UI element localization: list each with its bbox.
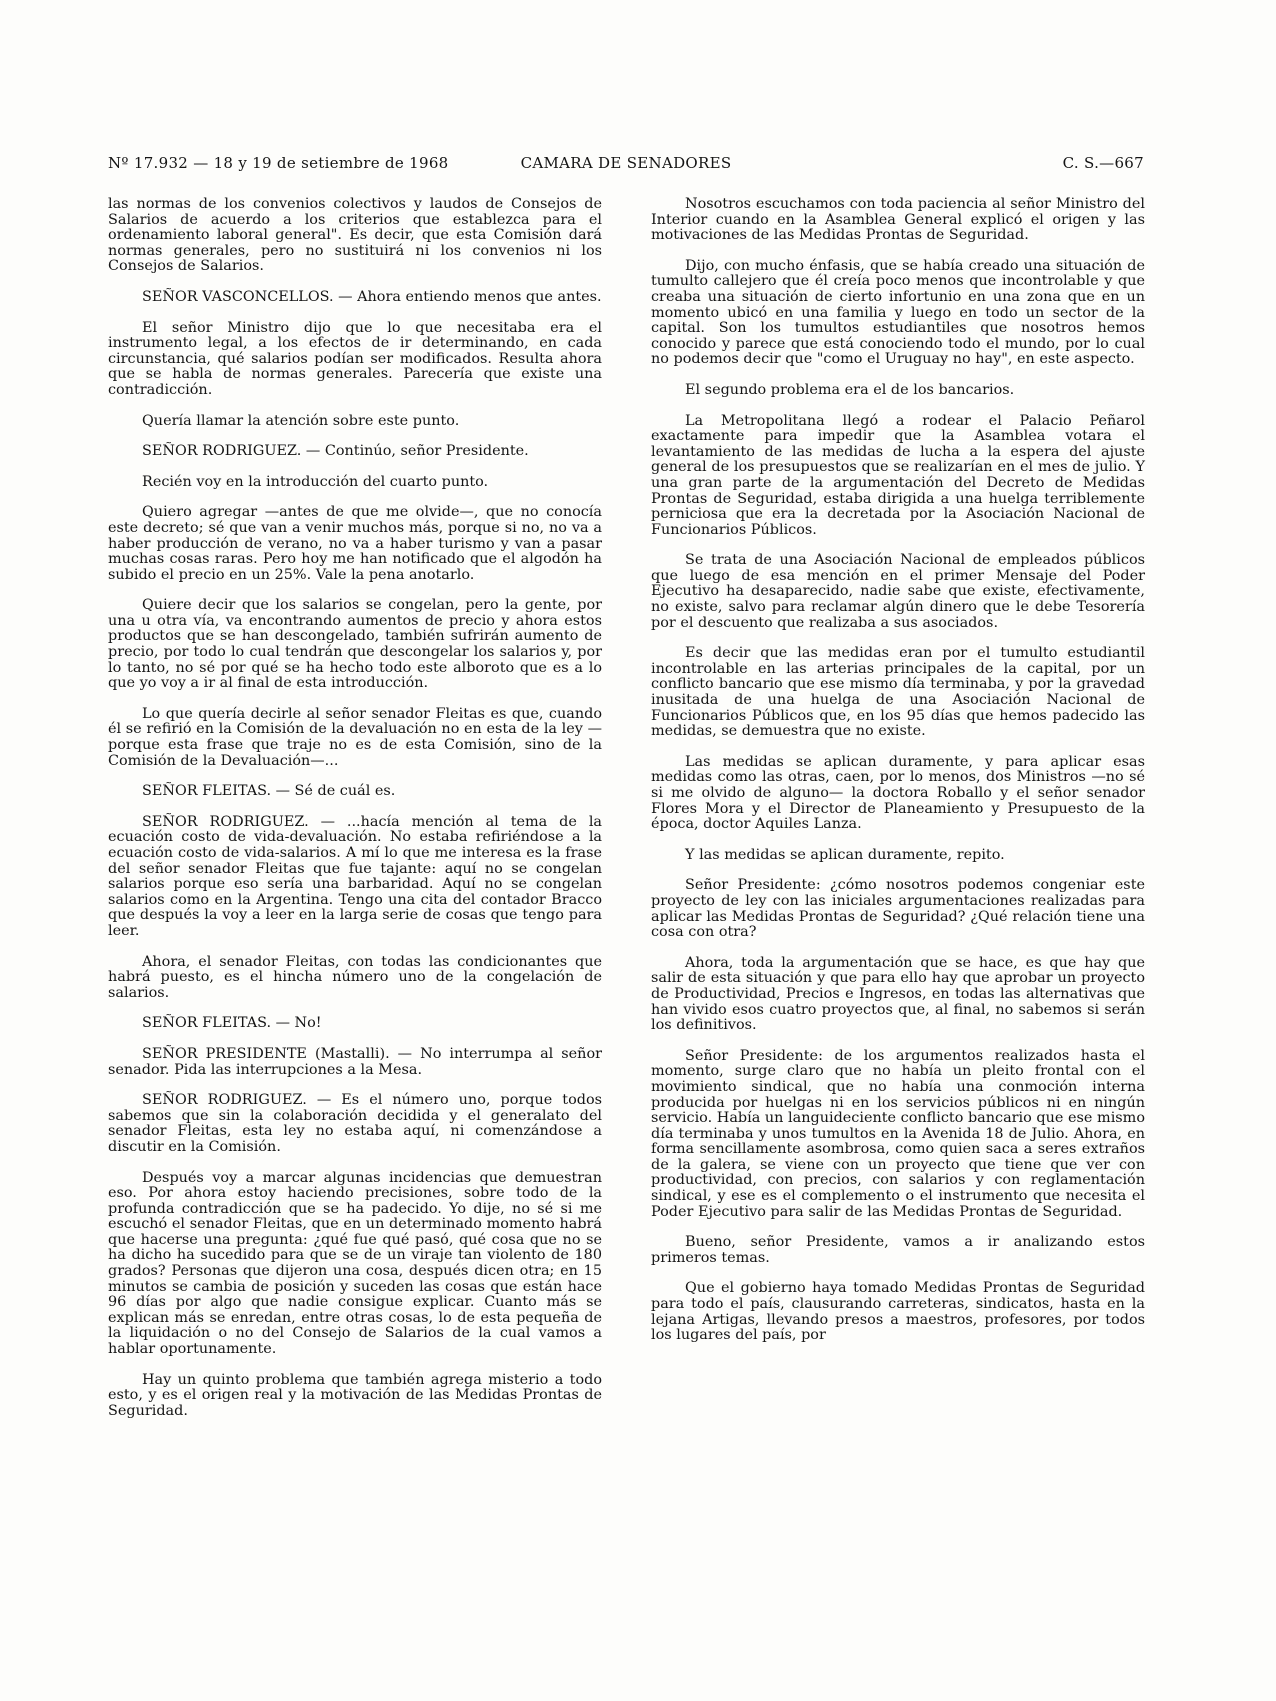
paragraph: Recién voy en la introducción del cuarto punto. <box>142 473 489 490</box>
paragraph: SEÑOR PRESIDENTE (Mastalli). — No interrumpa al señor senador. Pida las interrupciones a la Mesa. <box>108 1045 602 1078</box>
paragraph: Ahora, toda la argumentación que se hace, es que hay que salir de esta situación y que para ello hay que aprobar un proyecto de Productividad, Precios e Ingresos, en todas las alternativas que han vivido esos cuatro proyectos que, al final, no sabemos si serán los definitivos. <box>651 954 1145 1034</box>
paragraph: Es decir que las medidas eran por el tumulto estudiantil incontrolable en las arterias principales de la capital, por un conflicto bancario que ese mismo día terminaba, y por la gravedad inusitada de una huelga de una Asociación Nacional de Funcionarios Públicos que, en los 95 días que hemos padecido las medidas, se demuestra que no existe. <box>651 645 1145 740</box>
issue-date: Nº 17.932 — 18 y 19 de setiembre de 1968 <box>108 154 449 172</box>
paragraph: SEÑOR RODRIGUEZ. — Es el número uno, porque todos sabemos que sin la colaboración decidida y el generalato del senador Fleitas, esta ley no estaba aquí, ni comenzándose a discutir en la Comisión. <box>108 1092 602 1155</box>
paragraph: Señor Presidente: de los argumentos realizados hasta el momento, surge claro que no había un pleito frontal con el movimiento sindical, que no había una conmoción interna producida por huelgas ni en los servicios públicos ni en ningún servicio. Había un languideciente conflicto bancario que ese mismo día terminaba y unos tumultos en la Avenida 18 de Julio. Ahora, en forma sencillamente asombrosa, como quien saca a seres extraños de la galera, se viene con un proyecto que tiene que ver con productividad, con precios, con salarios y con reglamentación sindical, y ese es el complemento o el instrumento que necesita el Poder Ejecutivo para salir de las Medidas Prontas de Seguridad. <box>651 1047 1145 1220</box>
paragraph: Que el gobierno haya tomado Medidas Prontas de Seguridad para todo el país, clausurando carreteras, sindicatos, hasta en la lejana Artigas, llevando presos a maestros, profesores, por todos los lugares del país, por <box>651 1280 1145 1344</box>
paragraph: SEÑOR RODRIGUEZ. — Continúo, señor Presidente. <box>142 443 529 460</box>
paragraph: Quiere decir que los salarios se congelan, pero la gente, por una u otra vía, va encontrando aumentos de precio y ahora estos productos que se han descongelado, también sufrirán aumento de precio, por todo lo cual tendrán que descongelar los salarios y, por lo tanto, no sé por qué se ha hecho todo este alboroto que es a lo que yo voy a ir al final de esta introducción. <box>108 597 602 692</box>
paragraph: Quiero agregar —antes de que me olvide—, que no conocía este decreto; sé que van a venir muchos más, porque si no, no va a haber producción de verano, no va a haber turismo y van a pasar muchas cosas raras. Pero hoy me han notificado que el algodón ha subido el precio en un 25%. Vale la pena anotarlo. <box>108 504 602 583</box>
paragraph: Ahora, el senador Fleitas, con todas las condicionantes que habrá puesto, es el hincha número uno de la congelación de salarios. <box>108 953 602 1001</box>
paragraph: Lo que quería decirle al señor senador Fleitas es que, cuando él se refirió en la Comisión de la devaluación no en esta de la ley —porque esta frase que traje no es de esta Comisión, sino de la Comisión de la Devaluación—... <box>108 705 602 769</box>
page-header <box>108 154 1144 178</box>
paragraph: SEÑOR RODRIGUEZ. — ...hacía mención al tema de la ecuación costo de vida-devaluación. No estaba refiriéndose a la ecuación costo de vida-salarios. A mí lo que me interesa es la frase del señor senador Fleitas que fue tajante: aquí no se congelan salarios porque eso sería una barbaridad. Aquí no se congelan salarios como en la Argentina. Tengo una cita del contador Bracco que después la voy a leer en la larga serie de cosas que tengo para leer. <box>108 813 602 939</box>
page-number: C. S.—667 <box>1062 154 1144 172</box>
left-column <box>108 197 602 1419</box>
paragraph: SEÑOR VASCONCELLOS. — Ahora entiendo menos que antes. <box>142 288 602 305</box>
paragraph: Las medidas se aplican duramente, y para aplicar esas medidas como las otras, caen, por lo menos, dos Ministros —no sé si me olvido de alguno— la doctora Roballo y el señor senador Flores Mora y el Director de Planeamiento y Presupuesto de la época, doctor Aquiles Lanza. <box>651 753 1145 833</box>
right-column <box>651 197 1145 1344</box>
paragraph: La Metropolitana llegó a rodear el Palacio Peñarol exactamente para impedir que la Asamblea votara el levantamiento de las medidas de lucha a la espera del ajuste general de los presupuestos que se realizarían en el mes de julio. Y una gran parte de la argumentación del Decreto de Medidas Prontas de Seguridad, estaba dirigida a una huelga terriblemente perniciosa que era la decretada por la Asociación Nacional de Funcionarios Públicos. <box>651 412 1145 538</box>
paragraph: SEÑOR FLEITAS. — Sé de cuál es. <box>142 783 396 800</box>
paragraph: Y las medidas se aplican duramente, repito. <box>685 846 1005 863</box>
paragraph: Hay un quinto problema que también agrega misterio a todo esto, y es el origen real y la motivación de las Medidas Prontas de Seguridad. <box>108 1371 602 1419</box>
paragraph: Nosotros escuchamos con toda paciencia al señor Ministro del Interior cuando en la Asamblea General explicó el origen y las motivaciones de las Medidas Prontas de Seguridad. <box>651 196 1145 244</box>
paragraph: Bueno, señor Presidente, vamos a ir analizando estos primeros temas. <box>651 1234 1145 1266</box>
paragraph: las normas de los convenios colectivos y laudos de Consejos de Salarios de acuerdo a los criterios que establezca para el ordenamiento laboral general". Es decir, que esta Comisión dará normas generales, pero no sustituirá ni los convenios ni los Consejos de Salarios. <box>108 196 602 275</box>
paragraph: El segundo problema era el de los bancarios. <box>685 381 1015 398</box>
paragraph: Señor Presidente: ¿cómo nosotros podemos congeniar este proyecto de ley con las iniciales argumentaciones realizadas para aplicar las Medidas Prontas de Seguridad? ¿Qué relación tiene una cosa con otra? <box>651 877 1145 941</box>
paragraph: Después voy a marcar algunas incidencias que demuestran eso. Por ahora estoy haciendo precisiones, sobre todo de la profunda contradicción que se ha padecido. Yo dije, no sé si me escuchó el senador Fleitas, que en un determinado momento habrá que hacerse una pregunta: ¿qué fue qué pasó, qué cosa que no se ha dicho ha sucedido para que se de un viraje tan violento de 180 grados? Personas que dijeron una cosa, después dicen otra; en 15 minutos se cambia de posición y suceden las cosas que están hace 96 días por algo que nadie consigue explicar. Cuanto más se explican más se enredan, entre otras cosas, lo de esta pequeña de la liquidación o no del Consejo de Salarios de la cual vamos a hablar oportunamente. <box>108 1169 602 1358</box>
chamber-title: CAMARA DE SENADORES <box>520 154 732 172</box>
paragraph: El señor Ministro dijo que lo que necesitaba era el instrumento legal, a los efectos de ir determinando, en cada circunstancia, qué salarios podían ser modificados. Resulta ahora que se habla de normas generales. Parecería que existe una contradicción. <box>108 319 602 398</box>
paragraph: Quería llamar la atención sobre este punto. <box>142 412 460 429</box>
paragraph: Se trata de una Asociación Nacional de empleados públicos que luego de esa mención en el primer Mensaje del Poder Ejecutivo ha desaparecido, nadie sabe que existe, efectivamente, no existe, salvo para reclamar algún dinero que le debe Tesorería por el descuento que realizaba a sus asociados. <box>651 552 1145 631</box>
paragraph: SEÑOR FLEITAS. — No! <box>142 1015 322 1032</box>
paragraph: Dijo, con mucho énfasis, que se había creado una situación de tumulto callejero que él creía poco menos que incontrolable y que creaba una situación de cierto infortunio en una zona que en un momento ubicó en una familia y luego en todo un sector de la capital. Son los tumultos estudiantiles que nosotros hemos conocido y parece que está conociendo todo el mundo, por lo cual no podemos decir que "como el Uruguay no hay", en este aspecto. <box>651 257 1145 368</box>
